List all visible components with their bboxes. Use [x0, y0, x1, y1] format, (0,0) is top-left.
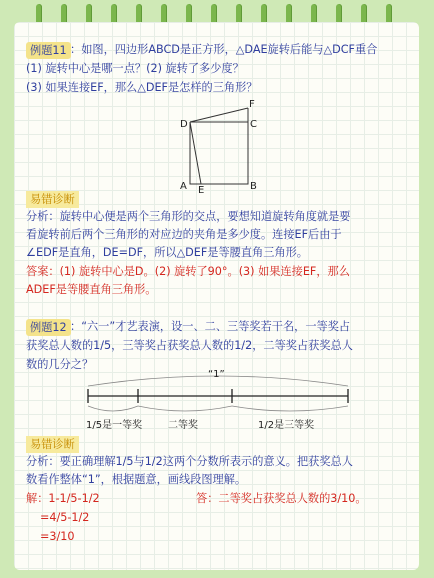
example1-line3: (3) 如果连接EF，那么△DEF是怎样的三角形？ — [26, 81, 258, 94]
segment-diagram — [80, 368, 356, 432]
point-C: C — [250, 119, 257, 130]
segment-DE — [190, 122, 201, 184]
diagnosis2-solve-line3: =3/10 — [40, 530, 75, 543]
example2-line3: 数的几分之？ — [26, 358, 94, 371]
whole-label: “1” — [208, 369, 225, 380]
diagnosis2-analysis-line2: 数看作整体“1”，根据题意，画线段图理解。 — [26, 473, 247, 486]
seg1-label: 1/5是一等奖 — [86, 420, 143, 431]
brace-third — [232, 406, 348, 411]
diagnosis1-analysis-line3: ∠EDF是直角，DE=DF，所以△DEF是等腰直角三角形。 — [26, 246, 308, 259]
diagnosis1-answer-line1: 答案：(1) 旋转中心是D。(2) 旋转了90°。(3) 如果连接EF，那么 — [26, 265, 350, 278]
square-sides — [190, 122, 248, 184]
point-F: F — [249, 99, 255, 110]
diagnosis1-analysis-line1: 分析：旋转中心便是两个三角形的交点，要想知道旋转角度就是要 — [26, 210, 351, 223]
brace-second — [138, 406, 232, 411]
seg2-label: 二等奖 — [168, 420, 198, 431]
segment-DF — [190, 108, 248, 122]
example1-line1: ：如图，四边形ABCD是正方形，△DAE旋转后能与△DCF重合 — [70, 43, 378, 56]
point-E: E — [198, 185, 205, 194]
point-A: A — [180, 181, 187, 192]
example2-line2: 获奖总人数的1/5，三等奖占获奖总人数的1/2，二等奖占获奖总人 — [26, 339, 353, 352]
point-B: B — [250, 181, 257, 192]
diagnosis2-solve-line2: =4/5-1/2 — [40, 511, 90, 524]
diagnosis2-answer: 答：二等奖占获奖总人数的3/10。 — [196, 492, 367, 505]
point-D: D — [180, 119, 188, 130]
diagnosis2-analysis-line1: 分析：要正确理解1/5与1/2这两个分数所表示的意义。把获奖总人 — [26, 455, 353, 468]
seg3-label: 1/2是三等奖 — [258, 420, 315, 431]
example1-line2: (1) 旋转中心是哪一点？(2) 旋转了多少度？ — [26, 62, 244, 75]
diagnosis2-tag: 易错诊断 — [26, 436, 79, 453]
brace-first — [88, 406, 138, 411]
example2-line1: ：“六一”才艺表演，设一、二、三等奖若干名，一等奖占 — [70, 320, 351, 333]
diagnosis1-tag: 易错诊断 — [26, 191, 79, 208]
diagnosis2-solve-line1: 解：1-1/5-1/2 — [26, 492, 100, 505]
diagnosis1-analysis-line2: 看旋转前后两个三角形的对应边的夹角是多少度。连接EF后由于 — [26, 228, 342, 241]
example1-tag: 例题11 — [26, 42, 71, 59]
diagnosis1-answer-line2: ADEF是等腰直角三角形。 — [26, 283, 157, 296]
example2-tag: 例题12 — [26, 319, 71, 336]
square-figure — [170, 96, 270, 194]
